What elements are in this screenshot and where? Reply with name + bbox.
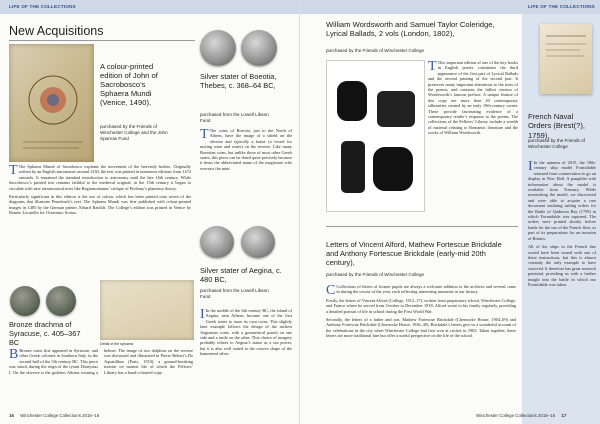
french-naval-orders-image	[540, 24, 592, 94]
boeotia-subtitle: purchased from the Lowell Libson Fund	[200, 112, 269, 123]
syracuse-paragraph: Bronze coins first appeared in Syracuse, and other Greek colonies in Southern Italy, in the second half of the 5th century BC. This piece was struck during the reign of the tyrant Dionysius I. On the obverse is the goddess Athena wearing a helmet. The image of two dolphins on the reverse was discussed and illustrated in Pierre Beloni’s De Aquatilibus (Paris, 1553), a ground-breaking treatise on marine life of which the Fellows’ Library has a hand-coloured copy.	[9, 348, 193, 375]
left-page-number: 16	[9, 413, 14, 418]
syracuse-coin-obverse	[10, 286, 40, 316]
boeotia-body: T The coins of Boeotia, just to the North of Athens, have the image of a shield on the obverse and typically a krater (a vessel for mixing wine and water) on the reverse. Like many Boeotian coins, but unlike those of most other Greek states, this piece can be dated quite precisely because it bears the abbreviated name of the magistrate who oversaw the mint.	[200, 127, 292, 171]
aegina-title: Silver stater of Aegina, c. 480 BC,	[200, 266, 282, 284]
french-title: French Naval Orders (Brest(?), 1759),	[528, 112, 585, 140]
right-page	[300, 0, 600, 424]
sphaera-book-image	[9, 44, 94, 162]
sphaera-paragraph-2: Particularly significant in this edition is the use of colour, which has been printed onto seven of the diagrams that illustrate Peuerbach’s text. The Sphaera Mundi was first published with colour-printed images in 1485 by the German printer, Erhard Ratdolt. The College’s edition was printed in Venice by Boneto Locatello for Octaviano Scotus.	[9, 194, 191, 216]
alford-paragraph-3: Secondly, the letters of a father and son, Mathew Fortescue Brickdale (Chernocke House, 1904–09) and Anthony Fortescue Brickdale (Chernocke House, 1936–40). Brickdale’s letters give us a wonderful account of the celebrations in the city when Winchester College had first won at cricket in 1903. Taken together, these letters are more traditional fare but offer a useful perspective on the life of the school.	[326, 317, 516, 339]
alford-title: Letters of Vincent Alford, Mathew Fortescue Brickdale and Anthony Fortescue Brickdale (early-mid 20th century),	[326, 240, 502, 267]
alford-body: C Collections of letters of former pupils are always a welcome addition to the archives and several came in during the course of the year, each reflecting interesting moments in our history. Firstly, the letters of Vincent Alford (College, 1912–17), written from preparatory school, Winchester College, and France where he served from October to December 1918. Alford wrote to his family regularly, providing a detailed portrait of life in school during the First World War. Secondly, the letters of a father and son, Mathew Fortescue Brickdale (Chernocke House, 1904–09) and Anthony Fortescue Brickdale (Chernocke House, 1936–40). Brickdale’s letters give us a wonderful account of the celebrations in the city when Winchester College had first won at cricket in 1903. Taken together, these letters are more traditional fare but offer a useful perspective on the life of the school.	[326, 283, 516, 339]
right-footer	[476, 413, 566, 418]
boeotia-coin-reverse	[241, 30, 277, 66]
french-document-lines	[540, 24, 592, 94]
lyrical-paragraph: This important edition of one of the key books in English poetry constitutes the third appearance of the first part of Lyrical Ballads and the second printing of the second part. It preserves many important alterations to the texts of the poems, and contains the fullest version of Wordsworth’s famous preface. A unique feature of this copy are more than 20 contemporary silhouettes created by an early 19th-century owner. These provide fascinating evidence of a contemporary reader’s response to the poems. The collections of the Fellows’ Library include a wealth of material relating to Romantic literature and the works of William Wordsworth.	[428, 60, 518, 136]
sphaera-detail-caption: Detail of the sphaera	[100, 342, 134, 346]
aegina-coin-obverse	[200, 226, 234, 258]
syracuse-coin-reverse	[46, 286, 76, 316]
boeotia-coin-obverse	[200, 30, 236, 66]
french-subtitle: purchased by the Friends of Winchester College	[528, 138, 585, 149]
aegina-subtitle: purchased from the Lowell Libson Fund	[200, 288, 269, 299]
left-header-label: LIFE OF THE COLLECTIONS	[9, 4, 76, 9]
silhouette-figures	[327, 61, 424, 211]
aegina-coin-reverse	[241, 226, 275, 258]
sphaera-detail-image	[100, 280, 194, 340]
sphaera-body: T The Sphaera Mundi of Sacrobosco explains the movement of the heavenly bodies. Originally written by an English astronomer around 1230, the text was printed in numerous editions from 1472 onwards. It remained the standard introduction to astronomy until the late 16th century. While Sacrobosco’s printed text remains faithful to the medieval original, in the 15th century it began to circulate with new astronomical texts like Regiomontanus’ critique of Ptolemy’s planetary theory. Particularly significant in this edition is the use of colour, which has been printed onto seven of the diagrams that illustrate Peuerbach’s text. The Sphaera Mundi was first published with colour-printed images in 1485 by the German printer, Erhard Ratdolt. The College’s edition was printed in Venice by Boneto Locatello for Octaviano Scotus.	[9, 163, 191, 216]
right-header-label: LIFE OF THE COLLECTIONS	[528, 4, 595, 9]
silhouettes-image	[326, 60, 425, 212]
boeotia-paragraph: The coins of Boeotia, just to the North of Athens, have the image of a shield on the obverse and typically a krater (a vessel for mixing wine and water) on the reverse. Like many Boeotian coins, but unlike those of most other Greek states, this piece can be dated quite precisely because it bears the abbreviated name of the magistrate who oversaw the mint.	[200, 128, 292, 171]
alford-paragraph-1: Collections of letters of former pupils are always a welcome addition to the archives and several came in during the course of the year, each reflecting interesting moments in our history.	[336, 284, 516, 295]
french-paragraph-2: All of the ships in the French line would have been issued with one of these instructions, but this is almost certainly the only example to have survived. It therefore has great research potential, providing us with a further insight into the battle in which our Formidable was taken.	[528, 244, 596, 287]
french-paragraph-1: In the autumn of 2015, the 18th-century ship model Formidable returned from conservation to go on display in New Hall. A pamphlet with information about the model is available from Treasury. While researching the model, we discovered and were able to acquire a rare document outlining sailing orders for the Battle of Quiberon Bay (1759) in which Formidable was captured. The orders were printed shortly before battle for the use of the French fleet, as part of its preparations for an invasion of Britain.	[528, 160, 596, 241]
sphaera-paragraph-1: The Sphaera Mundi of Sacrobosco explains the movement of the heavenly bodies. Originally written by an English astronomer around 1230, the text was printed in numerous editions from 1472 onwards. It remained the standard introduction to astronomy until the late 16th century. While Sacrobosco’s printed text remains faithful to the medieval original, in the 15th century it began to circulate with new astronomical texts like Regiomontanus’ critique of Ptolemy’s planetary theory.	[9, 164, 191, 191]
sphaera-diagram	[9, 44, 94, 162]
french-body: I In the autumn of 2015, the 18th-century ship model Formidable returned from conservation to go on display in New Hall. A pamphlet with information about the model is available from Treasury. While researching the model, we discovered and were able to acquire a rare document outlining sailing orders for the Battle of Quiberon Bay (1759) in which Formidable was captured. The orders were printed shortly before battle for the use of the French fleet, as part of its preparations for an invasion of Britain. All of the ships in the French line would have been issued with one of these instructions, but this is almost certainly the only example to have survived. It therefore has great research potential, providing us with a further insight into the battle in which our Formidable was taken.	[528, 159, 596, 287]
syracuse-body: B Bronze coins first appeared in Syracuse, and other Greek colonies in Southern Italy, in the second half of the 5th century BC. This piece was struck during the reign of the tyrant Dionysius I. On the obverse is the goddess Athena wearing a helmet. The image of two dolphins on the reverse was discussed and illustrated in Pierre Beloni’s De Aquatilibus (Paris, 1553), a ground-breaking treatise on marine life of which the Fellows’ Library has a hand-coloured copy.	[9, 347, 193, 375]
lyrical-subtitle: purchased by the Friends of Winchester College	[326, 48, 425, 53]
right-footer-title: Winchester College Collections 2015–16	[476, 413, 556, 418]
aegina-paragraph: In the middle of the 6th century BC, the island of Aegina, near Athens, became one of the first Greek states to issue its own coins. This slightly later example follows the design of the earliest Aeginetan coins, with a geometrical punch on one side and a turtle on the other. This choice of imagery probably relates to Aegina’s status as a sea power, but it is also well suited to the convex shape of the hammered silver.	[200, 308, 292, 357]
left-footer	[9, 413, 99, 418]
lyrical-body: T This important edition of one of the key books in English poetry constitutes the third appearance of the first part of Lyrical Ballads and the second printing of the second part. It preserves many important alterations to the texts of the poems, and contains the fullest version of Wordsworth’s famous preface. A unique feature of this copy are more than 20 contemporary silhouettes created by an early 19th-century owner. These provide fascinating evidence of a contemporary reader’s response to the poems. The collections of the Fellows’ Library include a wealth of material relating to Romantic literature and the works of William Wordsworth.	[428, 59, 518, 136]
right-page-number: 17	[561, 413, 567, 418]
aegina-body: I In the middle of the 6th century BC, the island of Aegina, near Athens, became one of the first Greek states to issue its own coins. This slightly later example follows the design of the earliest Aeginetan coins, with a geometrical punch on one side and a turtle on the other. This choice of imagery probably relates to Aegina’s status as a sea power, but it is also well suited to the convex shape of the hammered silver.	[200, 307, 292, 357]
alford-paragraph-2: Firstly, the letters of Vincent Alford (College, 1912–17), written from preparatory school, Winchester College, and France where he served from October to December 1918. Alford wrote to his family regularly, providing a detailed portrait of life in school during the First World War.	[326, 297, 516, 314]
section-title: New Acquisitions	[9, 24, 104, 38]
lyrical-title: William Wordsworth and Samuel Taylor Coleridge, Lyrical Ballads, 2 vols (London, 1802),	[326, 20, 495, 39]
alford-subtitle: purchased by the Friends of Winchester College	[326, 272, 425, 277]
sphaera-title: A colour-printed edition of John of Sacrobosco’s Sphaera Mundi (Venice, 1490),	[100, 62, 158, 107]
sphaera-subtitle: purchased by the Friends of Winchester College and the John Sparrow Fund	[100, 124, 168, 141]
syracuse-title: Bronze drachma of Syracuse, c. 405–367 BC	[9, 320, 81, 347]
boeotia-title: Silver stater of Boeotia, Thebes, c. 368–64 BC,	[200, 72, 277, 90]
title-rule	[9, 40, 195, 41]
left-footer-title: Winchester College Collections 2015–16	[20, 413, 100, 418]
right-section-rule	[326, 226, 518, 227]
